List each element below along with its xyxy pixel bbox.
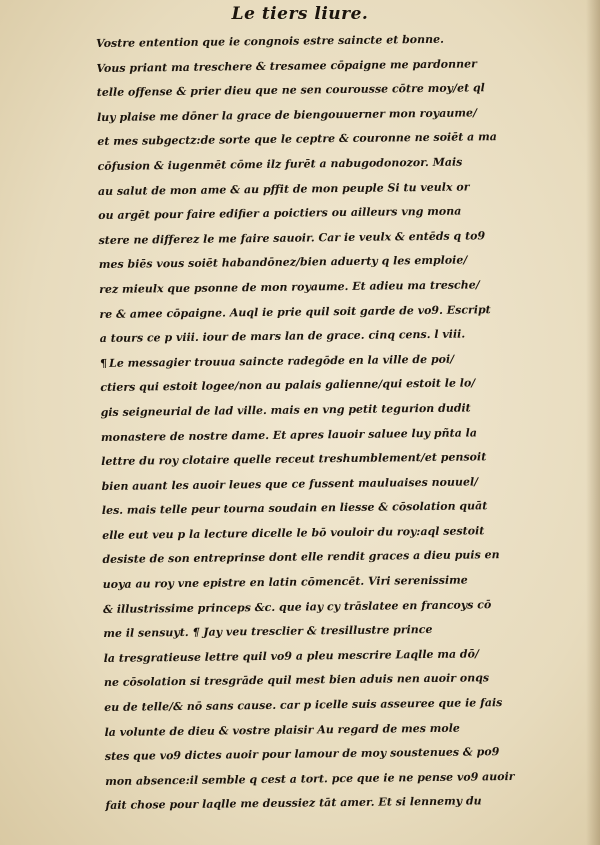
text-line-content: luy plaise me dōner la grace de biengouuerner mon royaume/	[96, 106, 478, 124]
text-line-content: desiste de son entreprinse dont elle rendit graces a dieu puis en	[102, 548, 500, 567]
text-line-content: ne cōsolation si tresgrāde quil mest bien aduis nen auoir onqs	[103, 671, 490, 690]
text-line-content: au salut de mon ame & au pffit de mon peuple Si tu veulx or	[97, 180, 470, 198]
text-line-content: stes que vo9 dictes auoir pour lamour de moy soustenues & po9	[104, 745, 500, 764]
body-text	[96, 26, 600, 819]
text-line-content: monastere de nostre dame. Et apres lauoir saluee luy pñta la	[100, 425, 477, 444]
text-line-content: Vostre entention que ie congnois estre saincte et bonne.	[96, 32, 445, 50]
text-line-content: la volunte de dieu & vostre plaisir Au regard de mes mole	[104, 721, 460, 739]
text-line-content: & illustrissime princeps &c. que iay cy trāslatee en francoys cō	[102, 597, 492, 616]
text-line	[105, 788, 600, 819]
text-line-content: lettre du roy clotaire quelle receut treshumblement/et pensoit	[101, 450, 487, 469]
text-line-content: eu de telle/& nō sans cause. car p icelle suis asseuree que ie fais	[104, 696, 503, 714]
text-line-content: cōfusion & iugenmēt cōme ilz furēt a nabugodonozor. Mais	[97, 155, 463, 173]
text-line-content: ou argēt pour faire edifier a poictiers ou ailleurs vng mona	[98, 204, 462, 223]
text-line-content: elle eut veu p la lecture dicelle le bō vouloir du roy:aql sestoit	[102, 524, 485, 542]
text-line-content: Le messagier trouua saincte radegōde en la ville de poi/	[108, 352, 455, 370]
text-line-content: les. mais telle peur tourna soudain en liesse & cōsolation quāt	[101, 499, 488, 518]
text-line-content: ctiers qui estoit logee/non au palais galienne/qui estoit le lo/	[100, 376, 476, 395]
text-line-content: me il sensuyt. ¶ Jay veu tresclier & tresillustre prince	[103, 623, 433, 641]
page-edge-shadow	[586, 0, 600, 845]
running-head: Le tiers liure.	[231, 4, 369, 24]
pilcrow-mark: ¶	[99, 356, 108, 370]
text-line-content: uoya au roy vne epistre en latin cōmencēt. Viri serenissime	[102, 573, 468, 592]
text-line-content: gis seigneurial de lad ville. mais en vng petit tegurion dudit	[100, 401, 471, 419]
text-line-content: fait chose pour laqlle me deussiez tāt amer. Et si lennemy du	[105, 794, 482, 813]
text-line-content: telle offense & prier dieu que ne sen courousse cōtre moy/et ql	[96, 81, 485, 100]
text-line-content: re & amee cōpaigne. Auql ie prie quil soit garde de vo9. Escript	[99, 302, 491, 321]
text-line-content: rez mieulx que psonne de mon royaume. Et adieu ma tresche/	[99, 278, 480, 296]
text-line-content: la tresgratieuse lettre quil vo9 a pleu mescrire Laqlle ma dō/	[103, 647, 480, 665]
text-line-content: mes biēs vous soiēt habandōnez/bien aduerty q les emploie/	[98, 253, 468, 272]
text-line-content: et mes subgectz:de sorte que le ceptre & couronne ne soiēt a ma	[97, 130, 497, 149]
text-line-content: bien auant les auoir leues que ce fussent mauluaises nouuel/	[101, 475, 479, 493]
text-line-content: Vous priant ma treschere & tresamee cōpaigne me pardonner	[96, 56, 477, 75]
text-line-content: stere ne differez le me faire sauoir. Car ie veulx & entēds q to9	[98, 229, 486, 247]
text-line-content: mon absence:il semble q cest a tort. pce que ie ne pense vo9 auoir	[105, 769, 515, 788]
text-line-content: a tours ce p viii. iour de mars lan de grace. cinq cens. l viii.	[99, 327, 466, 346]
